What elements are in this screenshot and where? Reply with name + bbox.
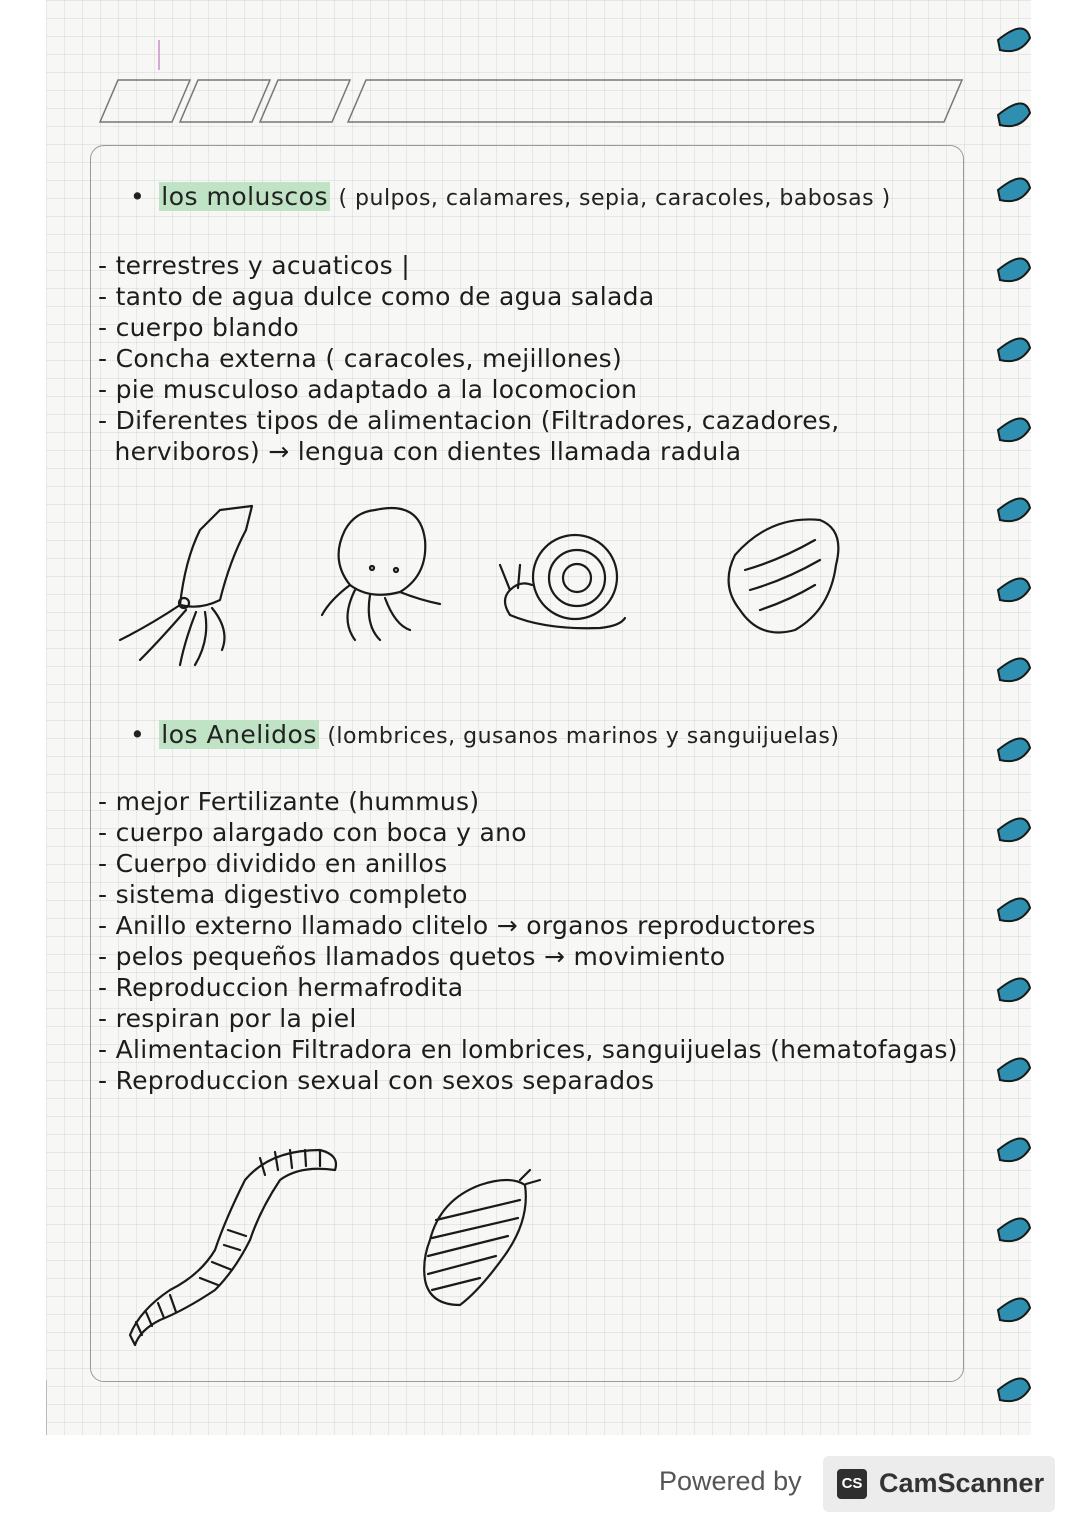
list-item: - tanto de agua dulce como de agua salada xyxy=(98,281,840,312)
list-item: - cuerpo blando xyxy=(98,312,840,343)
powered-by-text: Powered by xyxy=(659,1466,802,1496)
header-date-boxes xyxy=(0,0,1080,140)
annelids-subtitle: (lombrices, gusanos marinos y sanguijuelas) xyxy=(327,724,840,749)
list-item: - terrestres y acuaticos | xyxy=(98,250,840,281)
header-box-2 xyxy=(180,80,270,122)
list-item: - Concha externa ( caracoles, mejillones) xyxy=(98,343,840,374)
molluscs-heading xyxy=(130,182,891,211)
list-item: - Diferentes tipos de alimentacion (Filtradores, cazadores, xyxy=(98,405,840,436)
bullet-icon: • xyxy=(130,720,146,749)
bullet-icon: • xyxy=(130,182,146,211)
header-box-1 xyxy=(100,80,190,122)
camscanner-badge xyxy=(823,1456,1055,1512)
list-item: - respiran por la piel xyxy=(98,1003,958,1034)
molluscs-title: los moluscos xyxy=(161,182,328,211)
list-item: - pelos pequeños llamados quetos → movimiento xyxy=(98,941,958,972)
list-item: - Reproduccion sexual con sexos separados xyxy=(98,1065,958,1096)
spiral-binding xyxy=(980,0,1080,1430)
list-item: - Alimentacion Filtradora en lombrices, sanguijuelas (hematofagas) xyxy=(98,1034,958,1065)
list-item: - Cuerpo dividido en anillos xyxy=(98,848,958,879)
scanner-watermark xyxy=(655,1456,1055,1514)
list-item: - Anillo externo llamado clitelo → organos reproductores xyxy=(98,910,958,941)
annelids-list xyxy=(98,786,958,1096)
header-box-title xyxy=(348,80,962,122)
list-item: - sistema digestivo completo xyxy=(98,879,958,910)
list-item-continuation: herviboros) → lengua con dientes llamada radula xyxy=(114,437,742,466)
molluscs-list xyxy=(98,250,840,467)
list-item: - cuerpo alargado con boca y ano xyxy=(98,817,958,848)
annelids-heading xyxy=(130,720,839,749)
list-item: - mejor Fertilizante (hummus) xyxy=(98,786,958,817)
spiral-rings xyxy=(998,28,1030,1401)
page-edge xyxy=(46,1380,167,1435)
list-item: - Reproduccion hermafrodita xyxy=(98,972,958,1003)
annelids-title: los Anelidos xyxy=(161,720,317,749)
molluscs-subtitle: ( pulpos, calamares, sepia, caracoles, babosas ) xyxy=(338,186,891,211)
list-item: - pie musculoso adaptado a la locomocion xyxy=(98,374,840,405)
camscanner-brand: CamScanner xyxy=(879,1468,1045,1498)
camscanner-logo-icon: CS xyxy=(837,1469,867,1499)
pen-mark xyxy=(158,40,160,70)
header-box-3 xyxy=(260,80,350,122)
